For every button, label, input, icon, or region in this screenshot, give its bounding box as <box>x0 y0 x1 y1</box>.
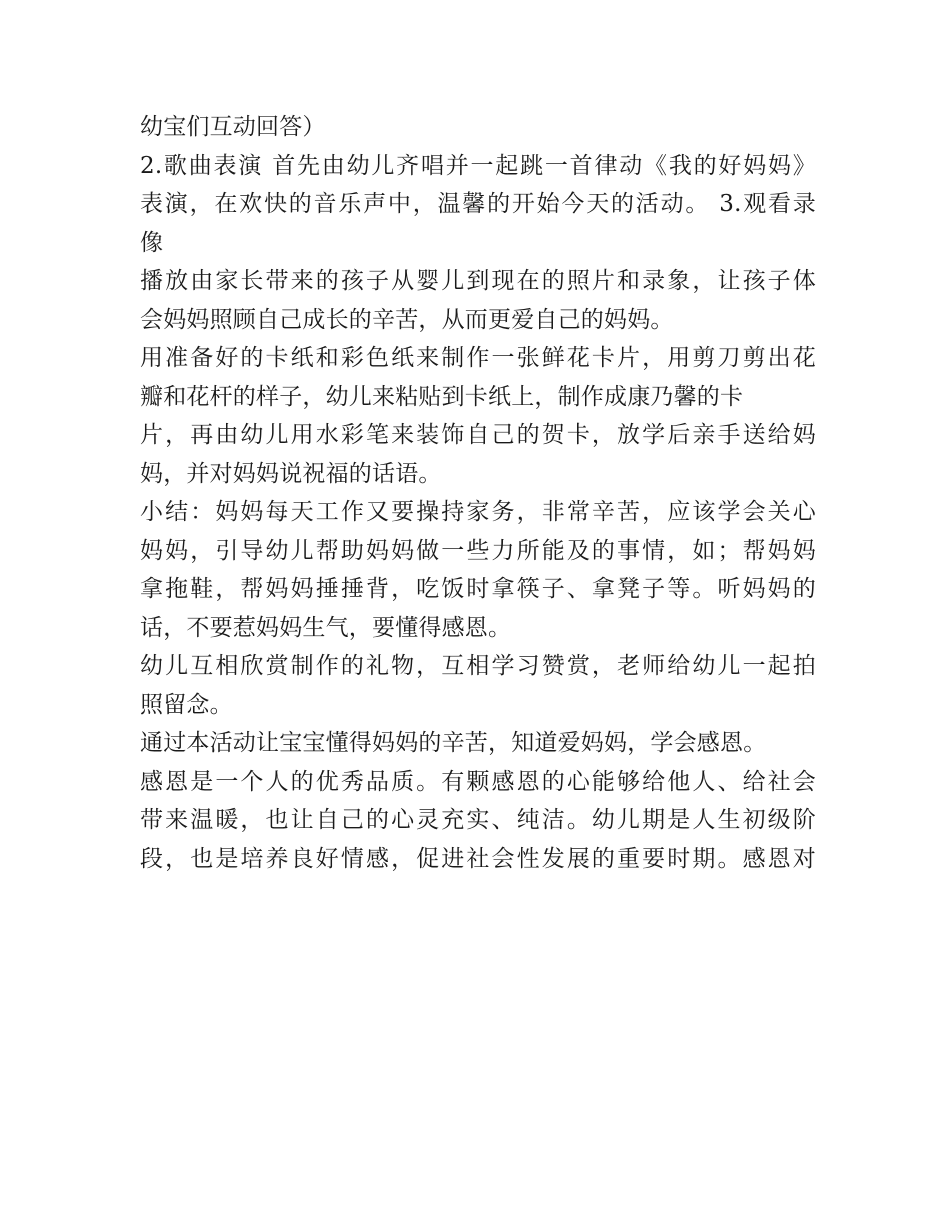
paragraph-8 <box>140 763 816 879</box>
paragraph-2 <box>140 147 816 263</box>
text-line: 照留念。 <box>140 691 233 718</box>
text-line: 2.歌曲表演 首先由幼儿齐唱并一起跳一首律动《我的好妈妈》 <box>140 152 816 179</box>
text-line: 幼宝们互动回答） <box>140 114 326 140</box>
text-line: 通过本活动让宝宝懂得妈妈的辛苦，知道爱妈妈，学会感恩。 <box>140 730 767 756</box>
text-line: 幼儿互相欣赏制作的礼物，互相学习赞赏，老师给幼儿一起拍 <box>140 653 816 679</box>
paragraph-7 <box>140 724 816 763</box>
text-line: 段，也是培养良好情感，促进社会性发展的重要时期。感恩对 <box>140 845 816 872</box>
paragraph-1 <box>140 108 816 147</box>
paragraph-4 <box>140 339 816 493</box>
paragraph-5 <box>140 493 816 647</box>
paragraph-6 <box>140 647 816 724</box>
text-line: 片，再由幼儿用水彩笔来装饰自己的贺卡，放学后亲手送给妈 <box>140 422 816 448</box>
text-line: 妈，并对妈妈说祝福的话语。 <box>140 460 442 487</box>
text-line: 瓣和花杆的样子，幼儿来粘贴到卡纸上，制作成康乃馨的卡 <box>140 383 744 410</box>
text-line: 妈妈，引导幼儿帮助妈妈做一些力所能及的事情，如；帮妈妈 <box>140 537 816 564</box>
text-line: 话，不要惹妈妈生气，要懂得感恩。 <box>140 614 512 641</box>
text-line: 播放由家长带来的孩子从婴儿到现在的照片和录象，让孩子体 <box>140 268 816 294</box>
text-line: 小结：妈妈每天工作又要操持家务，非常辛苦，应该学会关心 <box>140 499 816 525</box>
text-line: 带来温暖，也让自己的心灵充实、纯洁。幼儿期是人生初级阶 <box>140 807 816 833</box>
text-line: 表演，在欢快的音乐声中，温馨的开始今天的活动。 3.观看录 <box>140 191 816 217</box>
text-line: 感恩是一个人的优秀品质。有颗感恩的心能够给他人、给社会 <box>140 768 816 795</box>
text-line: 拿拖鞋，帮妈妈捶捶背，吃饭时拿筷子、拿凳子等。听妈妈的 <box>140 576 816 602</box>
paragraph-3 <box>140 262 816 339</box>
text-line: 用准备好的卡纸和彩色纸来制作一张鲜花卡片，用剪刀剪出花 <box>140 345 816 371</box>
text-line: 会妈妈照顾自己成长的辛苦，从而更爱自己的妈妈。 <box>140 306 674 333</box>
text-line: 像 <box>140 229 164 256</box>
document-body <box>140 108 816 878</box>
